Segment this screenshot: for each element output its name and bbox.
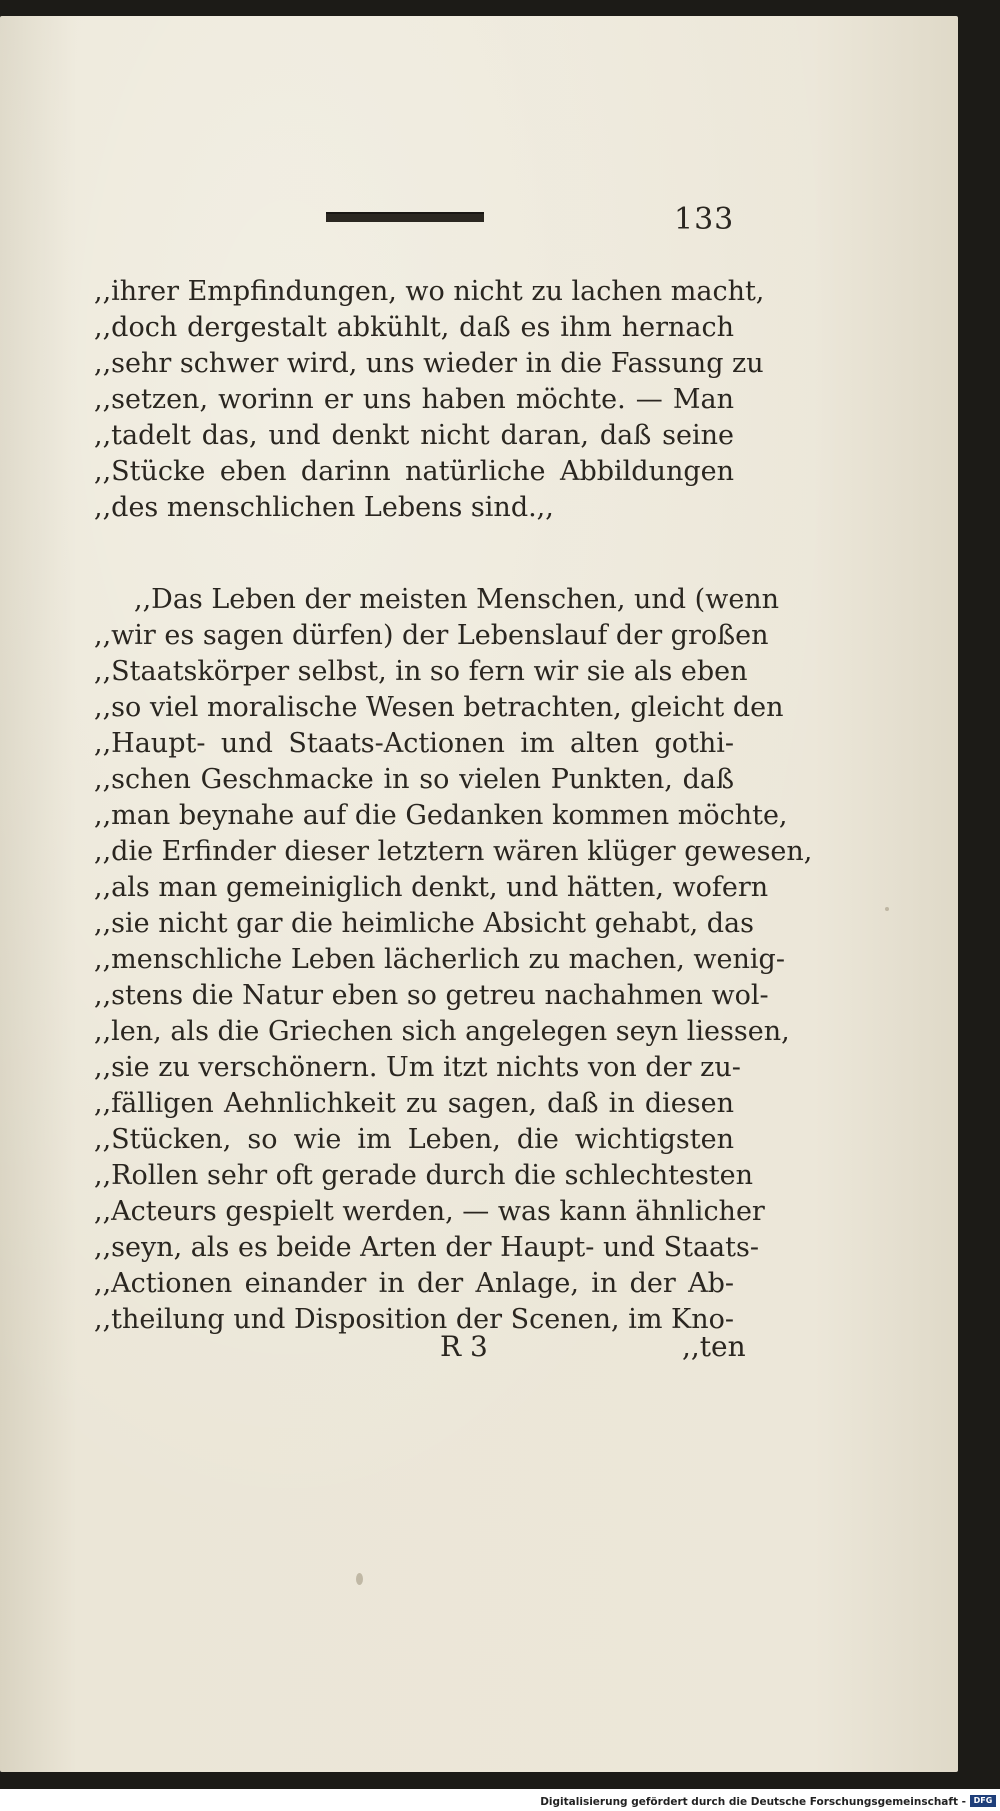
page-number: 133 [674, 202, 735, 237]
credit-bar [0, 1789, 1000, 1811]
paragraph-1 [94, 274, 765, 526]
book-page [0, 16, 958, 1772]
text-line: ,,len, als die Griechen sich angelegen seyn liessen, [94, 1016, 790, 1047]
paper-speck [885, 907, 889, 911]
header-rule [326, 212, 484, 222]
text-line: ,,stens die Natur eben so getreu nachahmen wol- [94, 980, 769, 1011]
text-line: ,,Das Leben der meisten Menschen, und (wenn [134, 584, 780, 615]
paper-speck [356, 1573, 363, 1585]
text-line: ,,sehr schwer wird, uns wieder in die Fassung zu [94, 348, 764, 379]
text-line: ,,Stücke eben darinn natürliche Abbildungen [94, 456, 734, 487]
page-footer [0, 1330, 958, 1370]
signature-mark: R 3 [440, 1330, 488, 1363]
text-line: ,,die Erfinder dieser letztern wären klüger gewesen, [94, 836, 813, 867]
text-line: ,,so viel moralische Wesen betrachten, gleicht den [94, 692, 784, 723]
text-line: ,,wir es sagen dürfen) der Lebenslauf der großen [94, 620, 769, 651]
text-line: ,,Acteurs gespielt werden, — was kann ähnlicher [94, 1196, 765, 1227]
paragraph-2 [94, 582, 813, 1338]
text-line: ,,Haupt- und Staats-Actionen im alten gothi- [94, 728, 734, 759]
text-line: ,,Rollen sehr oft gerade durch die schlechtesten [94, 1160, 754, 1191]
text-line: ,,theilung und Disposition der Scenen, im Kno- [94, 1304, 734, 1335]
text-line: ,,ihrer Empfindungen, wo nicht zu lachen macht, [94, 276, 765, 307]
text-line: ,,doch dergestalt abkühlt, daß es ihm hernach [94, 312, 734, 343]
catchword: ,,ten [682, 1330, 746, 1363]
text-block [94, 274, 813, 1338]
text-line: ,,seyn, als es beide Arten der Haupt- und Staats- [94, 1232, 759, 1263]
text-line: ,,als man gemeiniglich denkt, und hätten, wofern [94, 872, 769, 903]
text-line: ,,sie zu verschönern. Um itzt nichts von der zu- [94, 1052, 741, 1083]
text-line: ,,fälligen Aehnlichkeit zu sagen, daß in diesen [94, 1088, 734, 1119]
text-line: ,,tadelt das, und denkt nicht daran, daß seine [94, 420, 734, 451]
text-line: ,,menschliche Leben lächerlich zu machen, wenig- [94, 944, 785, 975]
text-line: ,,sie nicht gar die heimliche Absicht gehabt, das [94, 908, 754, 939]
digitization-credit: Digitalisierung gefördert durch die Deutsche Forschungsgemeinschaft - [540, 1796, 966, 1808]
dfg-logo: DFG [970, 1795, 996, 1807]
text-line: ,,Staatskörper selbst, in so fern wir sie als eben [94, 656, 748, 687]
text-line: ,,man beynahe auf die Gedanken kommen möchte, [94, 800, 788, 831]
paragraph-gap [94, 526, 734, 582]
text-line: ,,des menschlichen Lebens sind.,, [94, 492, 554, 523]
text-line: ,,schen Geschmacke in so vielen Punkten, daß [94, 764, 734, 795]
text-line: ,,setzen, worinn er uns haben möchte. — Man [94, 384, 734, 415]
text-line: ,,Stücken, so wie im Leben, die wichtigsten [94, 1124, 734, 1155]
text-line: ,,Actionen einander in der Anlage, in der Ab- [94, 1268, 734, 1299]
